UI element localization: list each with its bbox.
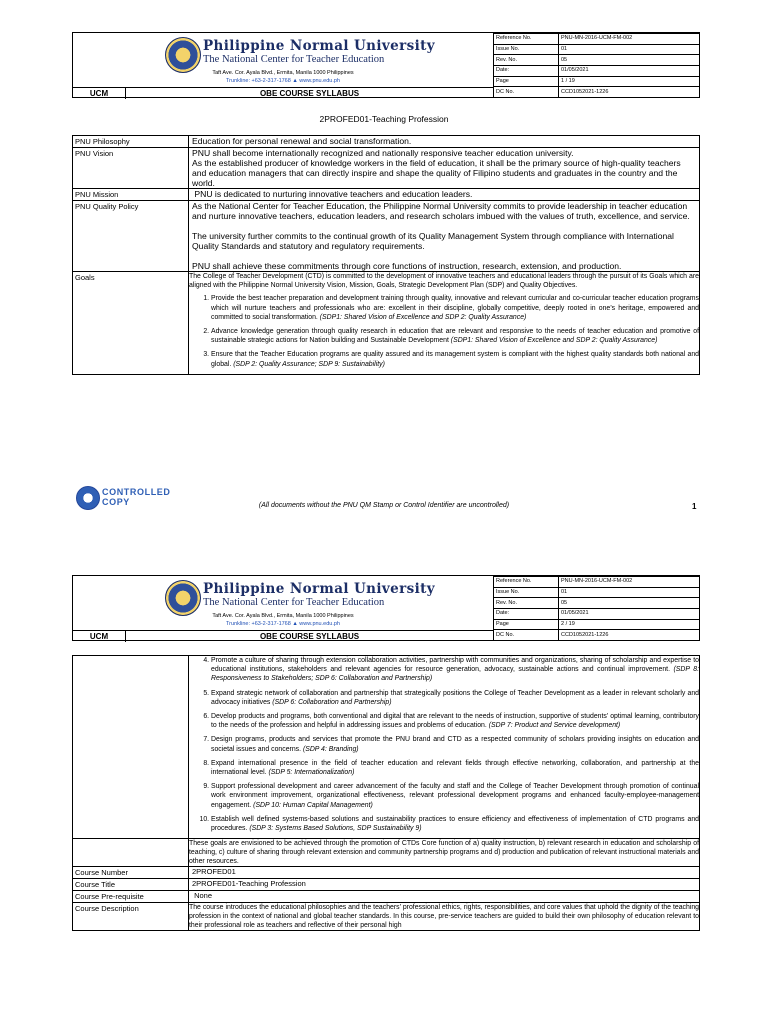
goal-sdp-tag: (SDP 4: Branding) [302, 745, 359, 753]
goal-text: Expand international presence in the field of teacher education and relevant fields through effective networking, collaboration, and partnership at the international level. [211, 759, 699, 777]
university-name: Philippine Normal University [203, 38, 436, 54]
quality-policy-label: PNU Quality Policy [73, 201, 189, 272]
doc-type-label: OBE COURSE SYLLABUS [259, 89, 360, 98]
document-meta-table [493, 33, 700, 98]
goals-cell [189, 272, 700, 375]
meta-value: PNU-MN-2016-UCM-FM-002 [559, 34, 700, 45]
goal-item [211, 350, 699, 368]
course-description-label: Course Description [73, 903, 189, 931]
meta-label: DC No. [494, 87, 559, 98]
goal-item [211, 759, 699, 777]
controlled-line-1: CONTROLLED [102, 487, 171, 497]
quality-policy-cell [189, 201, 700, 272]
meta-label: Page [494, 76, 559, 87]
vision-line-2: As the established producer of knowledge workers in the field of education, it shall be the primary source of high-quality teachers and education managers that can directly inspire and shape the quality of Filipino students and graduates in the country and the world. [192, 158, 681, 188]
goals-list-part2 [189, 656, 699, 833]
goal-text: Develop products and programs, both conventional and digital that are relevant to the needs of instruction, supportive of students’ optimal learning, contributory to the needs of the profession and helpful in addressing issues and problems of education. [211, 713, 699, 730]
syllabus-table-page1 [72, 135, 700, 375]
goal-sdp-tag: (SDP 10: Human Capital Management) [253, 801, 373, 809]
page-2 [0, 525, 768, 1024]
goal-text: Ensure that the Teacher Education programs are quality assured and its management system is compliant with the highest quality standards both national and global. [211, 351, 699, 368]
document-header [72, 32, 700, 98]
quality-policy-p2: The university further commits to the continual growth of its Quality Management System through compliance with International Quality Standards and statutory and regulatory requirements. [192, 231, 674, 251]
page-number: 1 [692, 502, 697, 511]
meta-value: 05 [559, 55, 700, 66]
university-subtitle: The National Center for Teacher Education [203, 54, 385, 65]
university-name: Philippine Normal University [203, 581, 436, 597]
document-header [72, 575, 700, 641]
course-number-value: 2PROFED01 [189, 867, 700, 879]
goals-intro: The College of Teacher Development (CTD) is committed to the development of innovative teachers and educational leaders through the pursuit of its Goals which are aligned with the Philippine Normal University Vision, Mission, Goals, Strategic Development Plan (SDP) and Quality Objectives. [189, 273, 699, 290]
goal-text: Advance knowledge generation through quality research in education that are relevant and responsive to the needs of teacher education and promotive of sustainable strategic actions for Nation building and Sustainable Development [211, 328, 699, 345]
goal-sdp-tag: (SDP1: Shared Vision of Excellence and SDP 2: Quality Assurance) [450, 337, 658, 345]
goal-item [211, 735, 699, 753]
meta-label: Issue No. [494, 587, 559, 598]
goal-item [211, 689, 699, 707]
vision-cell [189, 148, 700, 189]
goal-sdp-tag: (SDP 3: Systems Based Solutions, SDP Sustainability 9) [249, 825, 422, 833]
goal-item [211, 782, 699, 810]
meta-value: CCD1052021-1226 [559, 630, 700, 641]
meta-label: Rev. No. [494, 598, 559, 609]
university-seal-icon [165, 37, 201, 73]
meta-label: Date: [494, 608, 559, 619]
course-description-value: The course introduces the educational philosophies and the teachers’ professional ethics, rights, responsibilities, and core values that uphold the dignity of the teaching profession in the context of national and global teacher standards. In this course, pre-service teachers are guided to build their own philosophy of education relevant to their professional role as teachers and reflective of their personal high [189, 904, 699, 930]
meta-value: 01 [559, 44, 700, 55]
goal-text: Promote a culture of sharing through extension collaboration activities, partnership with communities and organizations, sharing of scholarship and expertise to educational institutions, stakeholders and relevant agencies for resource generation, advocacy, sustainable actions and continual improvement. [211, 657, 699, 674]
university-seal-icon [165, 580, 201, 616]
goals-label: Goals [73, 272, 189, 375]
meta-value: 05 [559, 598, 700, 609]
ucm-label: UCM [89, 632, 109, 641]
meta-label: Rev. No. [494, 55, 559, 66]
meta-label: Issue No. [494, 44, 559, 55]
goals-continued-cell [189, 656, 700, 839]
goal-text: Provide the best teacher preparation and development training through quality, innovative and relevant curricular and co-curricular teacher education programs which will nurture teachers and professionals who are: excellent in their discipline, globally competitive, deeply rooted in one’s heritage, empowered and committed to social transformation. [211, 295, 699, 321]
meta-label: Reference No. [494, 34, 559, 45]
meta-label: DC No. [494, 630, 559, 641]
goal-item [211, 815, 699, 833]
doc-type-label: OBE COURSE SYLLABUS [259, 632, 360, 641]
goal-sdp-tag: (SDP 8: Responsiveness to Stakeholders; SDP 6: Collaboration and Partnership) [211, 666, 699, 683]
goals-summary: These goals are envisioned to be achieved through the promotion of CTDs Core function of a) quality instruction, b) relevant research in education and scholarship of teaching, c) culture of sharing through relevant extension and community partnership programs and d) production and publication of relevant instructional materials and other resources. [189, 840, 699, 866]
goal-sdp-tag: (SDP 7: Product and Service development) [488, 722, 621, 730]
goal-item [211, 327, 699, 345]
course-heading: 2PROFED01-Teaching Profession [319, 114, 449, 124]
trunkline-link[interactable]: Trunkline: +63-2-317-1768 ▲ www.pnu.edu.ph [226, 78, 340, 84]
goal-text: Design programs, products and services that promote the PNU brand and CTD as a respected community of scholars providing insights on education and societal issues and concerns. [211, 736, 699, 753]
meta-value: PNU-MN-2016-UCM-FM-002 [559, 577, 700, 588]
goal-sdp-tag: (SDP 2: Quality Assurance; SDP 9: Sustainability) [233, 360, 385, 368]
philosophy-text: Education for personal renewal and social transformation. [189, 136, 700, 148]
course-prerequisite-label: Course Pre-requisite [73, 891, 189, 903]
meta-value: 2 / 19 [559, 619, 700, 630]
uncontrolled-note: (All documents without the PNU QM Stamp or Control Identifier are uncontrolled) [258, 502, 510, 509]
goal-item [211, 294, 699, 322]
header-title-bar [73, 87, 493, 99]
quality-policy-p3: PNU shall achieve these commitments through core functions of instruction, research, extension, and production. [192, 261, 622, 271]
meta-value: 1 / 19 [559, 76, 700, 87]
course-title-value: 2PROFED01-Teaching Profession [189, 879, 700, 891]
course-title-label: Course Title [73, 879, 189, 891]
meta-value: 01/05/2021 [559, 65, 700, 76]
vision-line-1: PNU shall become internationally recognized and nationally responsive teacher education university. [192, 148, 574, 158]
goal-text: Expand strategic network of collaboration and partnership that strategically positions the College of Teacher Development as a leader in relevant scholarly and advocacy initiatives [211, 689, 699, 706]
university-banner [73, 576, 493, 630]
goal-sdp-tag: (SDP1: Shared Vision of Excellence and SDP 2: Quality Assurance) [319, 313, 527, 321]
trunkline-link[interactable]: Trunkline: +63-2-317-1768 ▲ www.pnu.edu.ph [226, 621, 340, 627]
meta-value: 01 [559, 587, 700, 598]
vision-label: PNU Vision [73, 148, 189, 189]
goals-continued-label [73, 656, 189, 839]
goal-item [211, 712, 699, 730]
university-subtitle: The National Center for Teacher Education [203, 597, 385, 608]
quality-policy-p1: As the National Center for Teacher Education, the Philippine Normal University commits to provide leadership in teacher education and nurture innovative teachers, education leaders, and research scholars imbued with the values of truth, excellence, and service. [192, 201, 690, 221]
mission-text: PNU is dedicated to nurturing innovative teachers and education leaders. [189, 189, 700, 201]
meta-value: 01/05/2021 [559, 608, 700, 619]
header-title-bar [73, 630, 493, 642]
course-number-label: Course Number [73, 867, 189, 879]
syllabus-table-page2 [72, 655, 700, 931]
ucm-label: UCM [89, 89, 109, 98]
controlled-line-2: COPY [102, 497, 130, 507]
goal-text: Establish well defined systems-based solutions and sustainability practices to ensure efficiency and effectiveness of implementation of CTD programs and procedures. [211, 815, 699, 833]
meta-value: CCD1052021-1226 [559, 87, 700, 98]
goal-item [211, 656, 699, 684]
goal-sdp-tag: (SDP 6: Collaboration and Partnership) [272, 698, 392, 706]
meta-label: Reference No. [494, 577, 559, 588]
mission-label: PNU Mission [73, 189, 189, 201]
goals-summary-label [73, 839, 189, 867]
goal-text: Support professional development and career advancement of the faculty and staff and the College of Teacher Development through promotion of continual work environment improvement, organizational effectiveness, relevant professional development programs and enhanced faculty-employee-management engagement. [211, 783, 699, 809]
university-address: Taft Ave. Cor. Ayala Blvd., Ermita, Manila 1000 Philippines [212, 70, 354, 76]
goal-sdp-tag: (SDP 5: Internationalization) [268, 769, 355, 777]
course-prerequisite-value: None [189, 891, 700, 903]
meta-label: Date: [494, 65, 559, 76]
document-meta-table [493, 576, 700, 641]
university-address: Taft Ave. Cor. Ayala Blvd., Ermita, Manila 1000 Philippines [212, 613, 354, 619]
university-banner [73, 33, 493, 87]
meta-label: Page [494, 619, 559, 630]
philosophy-label: PNU Philosophy [73, 136, 189, 148]
goals-list-part1 [189, 294, 699, 368]
